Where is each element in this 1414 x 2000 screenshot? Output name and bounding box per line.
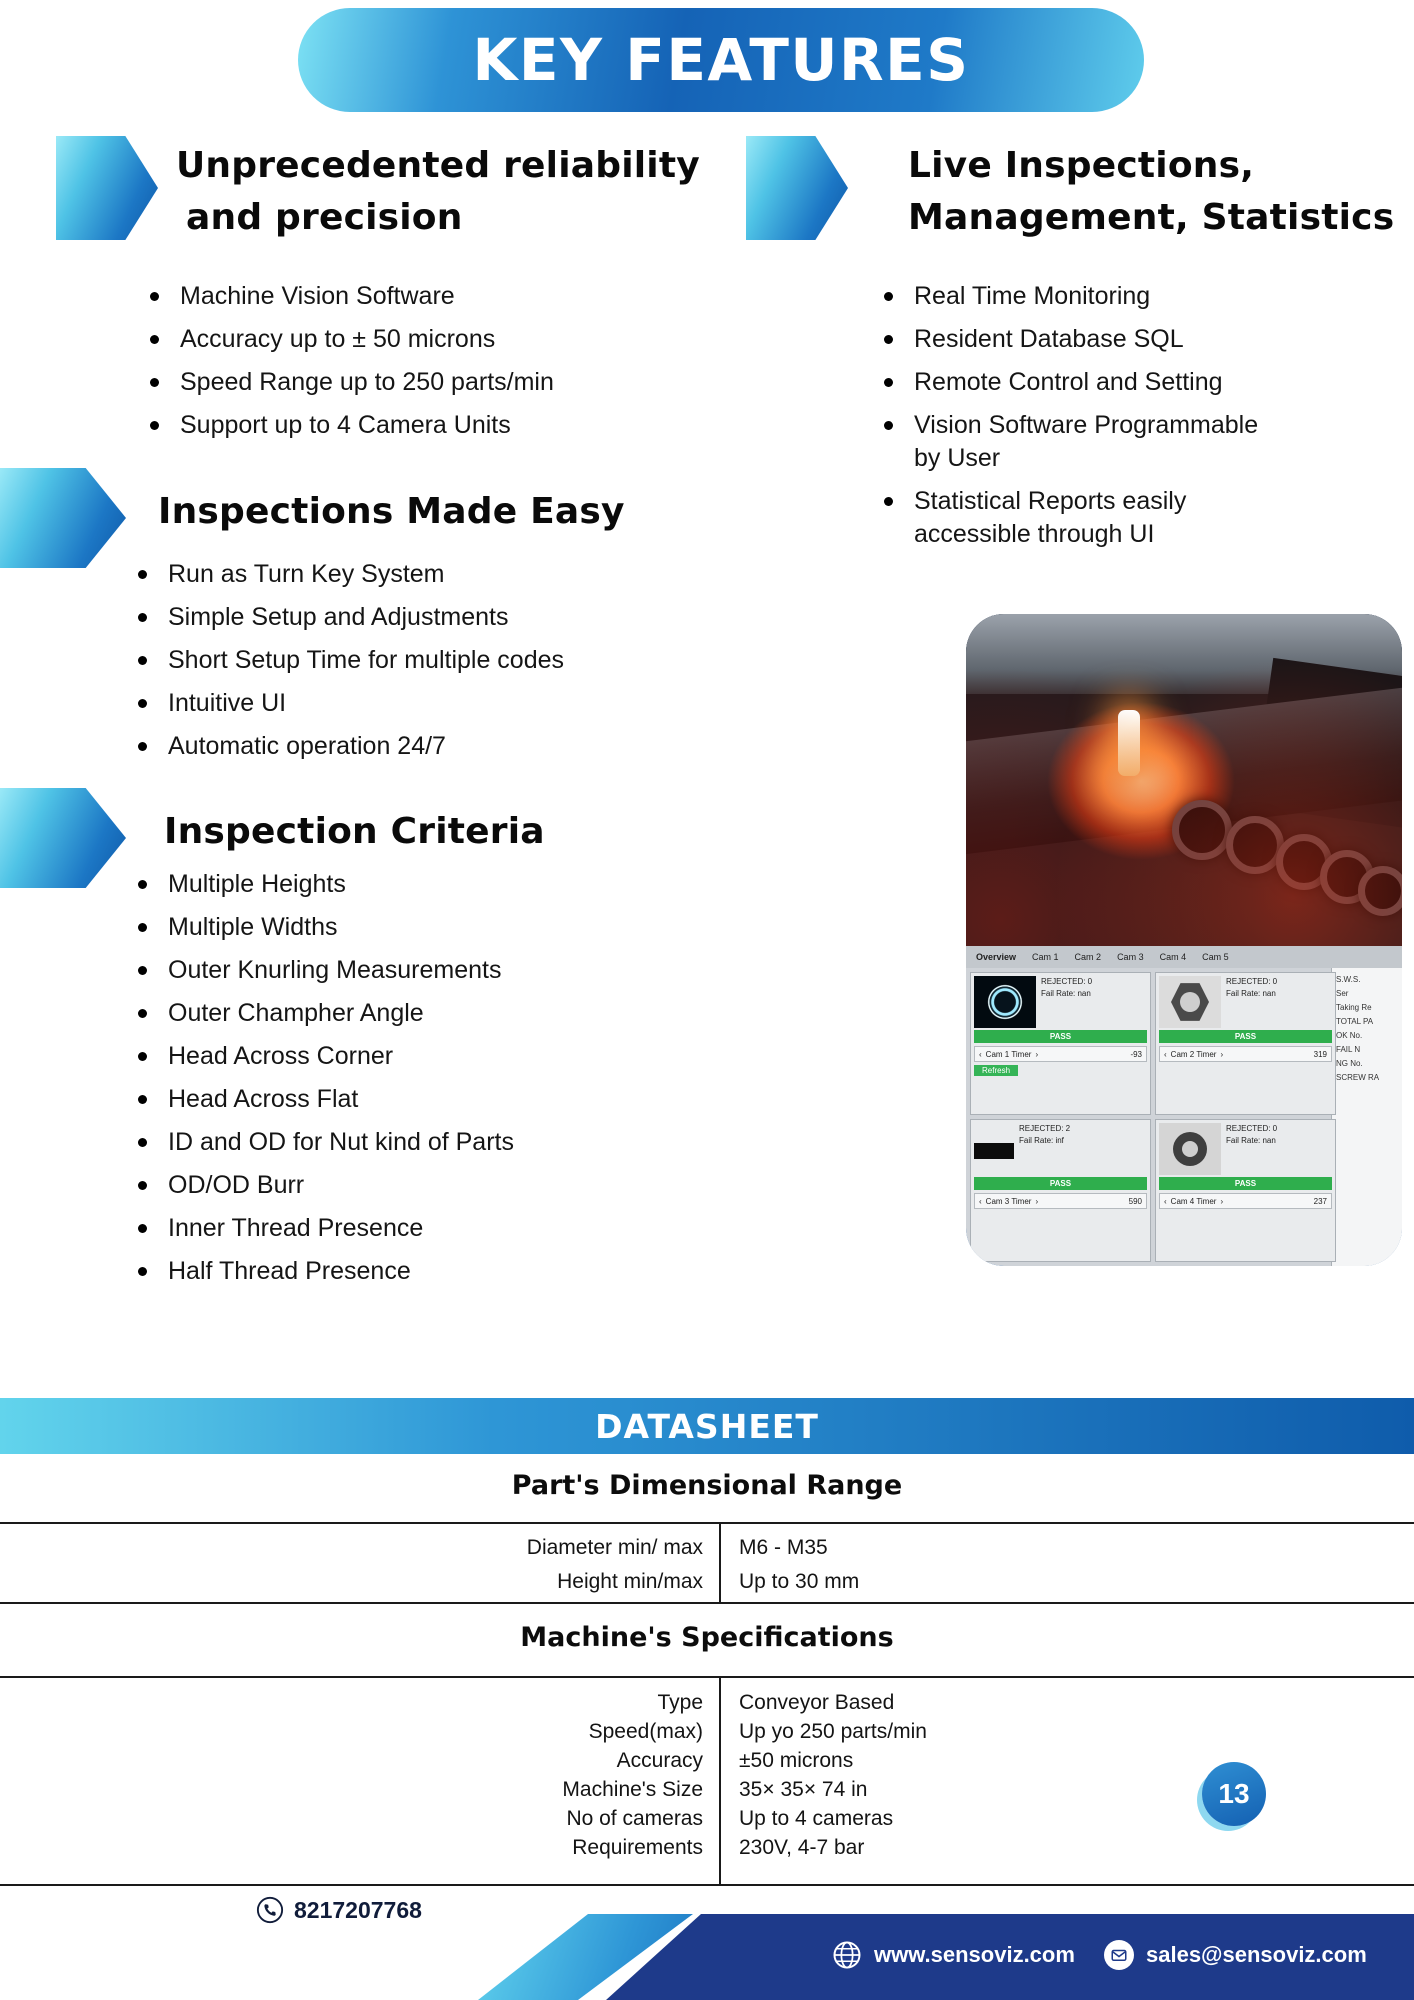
red-light-overlay bbox=[966, 614, 1402, 946]
cam-timer: ‹ Cam 1 Timer › -93 bbox=[974, 1046, 1147, 1062]
ui-tab: Cam 2 bbox=[1074, 952, 1102, 962]
camera-thumbnail bbox=[1159, 976, 1221, 1028]
chevron-left-icon bbox=[979, 1050, 982, 1059]
section-arrow-icon bbox=[56, 136, 158, 240]
table-row: Speed(max) Up yo 250 parts/min bbox=[588, 1719, 927, 1743]
bullet-item: Speed Range up to 250 parts/min bbox=[142, 366, 554, 399]
bullet-item: Run as Turn Key System bbox=[130, 558, 564, 591]
machine-specs-title: Machine's Specifications bbox=[520, 1622, 894, 1653]
section-heading-criteria: Inspection Criteria bbox=[164, 811, 545, 852]
cam-timer: ‹ Cam 4 Timer › 237 bbox=[1159, 1193, 1332, 1209]
bullet-item: Remote Control and Setting bbox=[876, 366, 1276, 399]
table-divider bbox=[719, 1522, 721, 1602]
phone-contact[interactable] bbox=[256, 1896, 422, 1924]
bullet-item: Intuitive UI bbox=[130, 687, 564, 720]
bullet-item: Statistical Reports easily accessible through UI bbox=[876, 485, 1276, 551]
section-arrow-icon bbox=[746, 136, 848, 240]
bullet-item: Outer Champher Angle bbox=[130, 997, 514, 1030]
specs-table bbox=[0, 1688, 1414, 1862]
bullet-item: Inner Thread Presence bbox=[130, 1212, 514, 1245]
email-link[interactable] bbox=[1104, 1940, 1367, 1970]
datasheet-title: DATASHEET bbox=[595, 1406, 819, 1446]
chevron-left-icon bbox=[1164, 1050, 1167, 1059]
software-ui-screenshot bbox=[966, 946, 1402, 1266]
bullet-item: Accuracy up to ± 50 microns bbox=[142, 323, 554, 356]
bullet-item: Multiple Widths bbox=[130, 911, 514, 944]
ui-sidebar: S.W.S. Ser Taking Re TOTAL PA OK No. FAIL N NG No. SCREW RA bbox=[1331, 968, 1402, 1266]
camera-thumbnail bbox=[1159, 1123, 1221, 1175]
camera-thumbnail bbox=[974, 1143, 1014, 1159]
globe-icon bbox=[832, 1940, 862, 1970]
cam-timer: ‹ Cam 2 Timer › 319 bbox=[1159, 1046, 1332, 1062]
camera-panel: REJECTED: 0 Fail Rate: nan PASS ‹ Cam 4 Timer › 237 bbox=[1155, 1119, 1336, 1262]
camera-thumbnail bbox=[974, 976, 1036, 1028]
website-link[interactable] bbox=[832, 1940, 1075, 1970]
product-image-block bbox=[966, 614, 1402, 1266]
table-row: Accuracy ±50 microns bbox=[616, 1748, 854, 1772]
table-line bbox=[0, 1602, 1414, 1604]
ui-tab: Cam 3 bbox=[1117, 952, 1144, 962]
machine-photo bbox=[966, 614, 1402, 946]
bullet-item: Simple Setup and Adjustments bbox=[130, 601, 564, 634]
table-line bbox=[0, 1884, 1414, 1886]
bullet-item: Vision Software Programmable by User bbox=[876, 409, 1276, 475]
camera-panel: REJECTED: 2 Fail Rate: inf PASS ‹ Cam 3 Timer › 590 bbox=[970, 1119, 1151, 1262]
ui-tab: Cam 4 bbox=[1159, 952, 1187, 962]
table-line bbox=[0, 1676, 1414, 1678]
pass-indicator: PASS bbox=[1159, 1177, 1332, 1190]
pass-indicator: PASS bbox=[974, 1030, 1147, 1043]
ui-tab-bar bbox=[966, 946, 1402, 968]
phone-icon bbox=[256, 1896, 284, 1924]
pass-indicator: PASS bbox=[974, 1177, 1147, 1190]
camera-panel: REJECTED: 0 Fail Rate: nan PASS ‹ Cam 2 Timer › 319 bbox=[1155, 972, 1336, 1115]
bullet-item: Half Thread Presence bbox=[130, 1255, 514, 1288]
ui-tab: Cam 1 bbox=[1032, 952, 1059, 962]
bullet-item: ID and OD for Nut kind of Parts bbox=[130, 1126, 514, 1159]
bullet-item: Multiple Heights bbox=[130, 868, 514, 901]
dimensional-table bbox=[0, 1531, 1414, 1599]
section-heading-live: Live Inspections, Management, Statistics bbox=[908, 145, 1395, 238]
bullet-item: Outer Knurling Measurements bbox=[130, 954, 514, 987]
table-row: Diameter min/ max M6 - M35 bbox=[526, 1536, 828, 1559]
table-row: No of cameras Up to 4 cameras bbox=[566, 1806, 894, 1830]
bullet-item: Machine Vision Software bbox=[142, 280, 554, 313]
ui-panel-grid bbox=[966, 968, 1340, 1266]
page-title: KEY FEATURES bbox=[472, 26, 970, 94]
section-heading-inspections-easy: Inspections Made Easy bbox=[158, 491, 625, 532]
pass-indicator: PASS bbox=[1159, 1030, 1332, 1043]
bullet-item: Resident Database SQL bbox=[876, 323, 1276, 356]
inspections-easy-list bbox=[130, 558, 564, 773]
phone-number[interactable]: 8217207768 bbox=[294, 1896, 422, 1923]
criteria-list bbox=[130, 868, 514, 1298]
ui-tab: Overview bbox=[976, 952, 1017, 962]
bullet-item: OD/OD Burr bbox=[130, 1169, 514, 1202]
bullet-item: Support up to 4 Camera Units bbox=[142, 409, 554, 442]
chevron-right-icon bbox=[1035, 1050, 1038, 1059]
section-heading-reliability: Unprecedented reliability and precision bbox=[176, 145, 700, 238]
table-divider bbox=[719, 1676, 721, 1884]
table-line bbox=[0, 1522, 1414, 1524]
chevron-right-icon bbox=[1035, 1197, 1038, 1206]
camera-panel: REJECTED: 0 Fail Rate: nan PASS ‹ Cam 1 Timer › -93 Refresh bbox=[970, 972, 1151, 1115]
ui-tab: Cam 5 bbox=[1202, 952, 1229, 962]
dimensional-range-title: Part's Dimensional Range bbox=[511, 1470, 903, 1501]
chevron-right-icon bbox=[1220, 1050, 1223, 1059]
section-arrow-icon bbox=[0, 468, 126, 568]
website-text[interactable]: www.sensoviz.com bbox=[874, 1942, 1075, 1967]
key-features-banner bbox=[298, 8, 1144, 112]
table-row: Requirements 230V, 4-7 bar bbox=[572, 1835, 865, 1859]
bullet-item: Real Time Monitoring bbox=[876, 280, 1276, 313]
envelope-icon bbox=[1104, 1940, 1134, 1970]
cam-timer: ‹ Cam 3 Timer › 590 bbox=[974, 1193, 1147, 1209]
reliability-list bbox=[142, 280, 554, 452]
table-row: Height min/max Up to 30 mm bbox=[557, 1570, 860, 1593]
table-row: Machine's Size 35× 35× 74 in bbox=[562, 1777, 868, 1801]
chevron-left-icon bbox=[979, 1197, 982, 1206]
section-arrow-icon bbox=[0, 788, 126, 888]
bullet-item: Head Across Corner bbox=[130, 1040, 514, 1073]
datasheet-banner bbox=[0, 1398, 1414, 1454]
bullet-item: Head Across Flat bbox=[130, 1083, 514, 1116]
bullet-item: Automatic operation 24/7 bbox=[130, 730, 564, 763]
bullet-item: Short Setup Time for multiple codes bbox=[130, 644, 564, 677]
page-number-badge: 13 bbox=[1202, 1762, 1266, 1826]
refresh-button: Refresh bbox=[974, 1065, 1018, 1076]
email-text[interactable]: sales@sensoviz.com bbox=[1146, 1942, 1367, 1967]
chevron-left-icon bbox=[1164, 1197, 1167, 1206]
table-row: Type Conveyor Based bbox=[657, 1690, 895, 1714]
chevron-right-icon bbox=[1220, 1197, 1223, 1206]
live-list bbox=[876, 280, 1276, 561]
